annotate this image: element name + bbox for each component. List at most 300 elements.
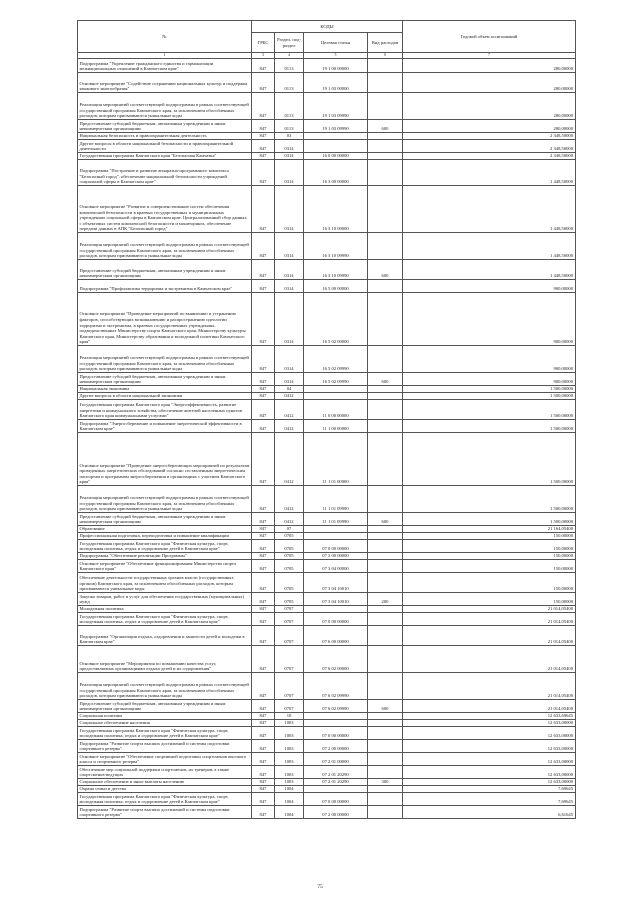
row-name: Основное мероприятие "Обеспечение спортивной подготовки спортсменов высокого класса и спортивного резерва" [78, 753, 252, 766]
row-name: Подпрограмма "Организация отдыха, оздоровления и занятости детей и молодежи в Камчатском крае" [78, 626, 252, 646]
row-name: Реализация мероприятий соответствующей подпрограммы в рамках соответствующей государственной программы Камчатского края, за исключением обособленных расходов, которым присваиваются уникальные коды [78, 233, 252, 260]
header-type: Вид расходов [368, 33, 403, 53]
row-amount: 1 500,00000 [403, 400, 576, 420]
row-name: Предоставление субсидий бюджетным, автономным учреждениям и иным некоммерческим организациям [78, 513, 252, 526]
row-target [304, 606, 368, 613]
row-name: Реализация мероприятий соответствующей подпрограммы в рамках соответствующей государственной программы Камчатского края, за исключением обособленных расходов, которым присваиваются уникальные коды [78, 346, 252, 373]
row-amount: 900,00000 [403, 373, 576, 386]
row-grbs: 847 [252, 593, 275, 606]
col-number: 3 [252, 53, 275, 59]
row-amount: 21 014,05400 [403, 626, 576, 646]
row-target: 07 2 01 20290 [304, 779, 368, 786]
row-section: 1003 [275, 779, 304, 786]
row-type [368, 420, 403, 433]
row-type [368, 393, 403, 400]
row-grbs: 847 [252, 186, 275, 233]
row-amount: 280,00000 [403, 120, 576, 133]
row-target [304, 786, 368, 793]
table-row [78, 393, 576, 400]
row-type [368, 293, 403, 346]
row-target [304, 386, 368, 393]
row-type [368, 727, 403, 740]
row-amount: 12 633,00000 [403, 779, 576, 786]
row-grbs: 847 [252, 373, 275, 386]
row-section: 07 [275, 526, 304, 533]
row-amount: 150,00000 [403, 540, 576, 553]
row-target: 19 1 00 00000 [304, 59, 368, 73]
row-target: 19 1 03 00000 [304, 73, 368, 93]
row-amount: 21 014,05400 [403, 673, 576, 700]
row-amount: 2 348,50000 [403, 133, 576, 140]
table-row [78, 673, 576, 700]
row-section: 03 [275, 133, 304, 140]
row-name: Обеспечение мер социальной поддержки спортсменов, их тренеров, а также спортсменов-ведущих [78, 766, 252, 779]
row-name: Подпрограмма "Построение и развитие аппаратно-программного комплекса "Безопасный город", обеспечение национальной безопасности учреждений социальной сферы в Камчатском крае" [78, 160, 252, 186]
row-amount: 1 500,00000 [403, 386, 576, 393]
row-type [368, 526, 403, 533]
row-section: 0113 [275, 93, 304, 120]
row-target: 07 6 02 00000 [304, 646, 368, 673]
row-target: 16 3 10 00000 [304, 186, 368, 233]
row-grbs: 847 [252, 720, 275, 727]
col-number: 1 [78, 53, 252, 59]
row-section: 1003 [275, 753, 304, 766]
table-body [78, 59, 576, 819]
table-row [78, 553, 576, 560]
row-target: 07 6 00 00000 [304, 626, 368, 646]
row-type [368, 233, 403, 260]
table-row [78, 260, 576, 280]
row-section: 04 [275, 386, 304, 393]
row-target: 16 3 10 09990 [304, 260, 368, 280]
table-row [78, 540, 576, 553]
row-grbs: 847 [252, 486, 275, 513]
row-grbs: 847 [252, 806, 275, 819]
header-section: Раздел, под-раздел [275, 33, 304, 53]
row-amount: 12 633,00000 [403, 727, 576, 740]
row-amount: 280,00000 [403, 59, 576, 73]
row-grbs: 847 [252, 153, 275, 160]
row-grbs: 847 [252, 280, 275, 293]
row-amount: 2 348,50000 [403, 140, 576, 153]
row-type [368, 740, 403, 753]
row-name: Социальное обеспечение и иные выплаты населению [78, 779, 252, 786]
row-type: 600 [368, 700, 403, 713]
row-target: 16 5 02 09990 [304, 346, 368, 373]
row-name: Основное мероприятие "Обеспечение функционирования Министерства спорта Камчатского края" [78, 560, 252, 573]
table-row [78, 753, 576, 766]
row-grbs: 847 [252, 560, 275, 573]
budget-table [77, 20, 576, 819]
col-number: 5 [304, 53, 368, 59]
row-target: 07 3 04 00000 [304, 560, 368, 573]
table-row [78, 486, 576, 513]
row-target: 07 0 00 00000 [304, 613, 368, 626]
row-section: 0705 [275, 573, 304, 593]
row-amount: 21 164,05400 [403, 526, 576, 533]
row-name: Подпрограмма "Укрепление гражданского единства и гармонизации межнациональных отношений в Камчатском крае" [78, 59, 252, 73]
row-name: Государственная программа Камчатского края "Энергоэффективность, развитие энергетики и коммунального хозяйства, обеспечение жителей населенных пунктов Камчатского края коммунальными услугами" [78, 400, 252, 420]
row-section: 0705 [275, 560, 304, 573]
table-row [78, 433, 576, 486]
row-name: Обеспечение деятельности государственных органов власти (государственных органов) Камчатского края, за исключением обособленных расходов, которым присваиваются уникальные коды [78, 573, 252, 593]
row-name: Предоставление субсидий бюджетным, автономным учреждениям и иным некоммерческим организациям [78, 700, 252, 713]
row-target: 16 0 00 00000 [304, 153, 368, 160]
row-target: 07 2 01 00000 [304, 753, 368, 766]
row-name: Подпрограмма "Профилактика терроризма и экстремизма в Камчатском крае" [78, 280, 252, 293]
table-row [78, 727, 576, 740]
row-type: 600 [368, 260, 403, 280]
row-type [368, 346, 403, 373]
row-section: 0412 [275, 400, 304, 420]
row-amount: 150,00000 [403, 593, 576, 606]
row-type [368, 713, 403, 720]
table-row [78, 593, 576, 606]
row-grbs: 847 [252, 346, 275, 373]
row-section: 10 [275, 713, 304, 720]
row-grbs: 847 [252, 573, 275, 593]
table-row [78, 233, 576, 260]
row-target [304, 713, 368, 720]
row-section: 0412 [275, 486, 304, 513]
row-grbs: 847 [252, 293, 275, 346]
table-row [78, 73, 576, 93]
row-section: 0707 [275, 700, 304, 713]
row-grbs: 847 [252, 606, 275, 613]
row-grbs: 847 [252, 646, 275, 673]
row-section: 0314 [275, 140, 304, 153]
row-amount: 12 633,00000 [403, 720, 576, 727]
table-row [78, 373, 576, 386]
row-section: 1003 [275, 740, 304, 753]
row-grbs: 847 [252, 626, 275, 646]
row-target: 19 1 03 09990 [304, 120, 368, 133]
table-row [78, 280, 576, 293]
row-amount: 12 633,69645 [403, 713, 576, 720]
row-amount: 150,00000 [403, 573, 576, 593]
row-grbs: 847 [252, 727, 275, 740]
row-name: Подпрограмма "Развитие спорта высших достижений и системы подготовки спортивного резерва" [78, 806, 252, 819]
row-type [368, 153, 403, 160]
row-name: Национальная безопасность и правоохранительная деятельность [78, 133, 252, 140]
row-name: Закупка товаров, работ и услуг для обеспечения государственных (муниципальных) нужд [78, 593, 252, 606]
table-row [78, 526, 576, 533]
row-target: 07 3 04 10010 [304, 573, 368, 593]
row-name: Другие вопросы в области национальной безопасности и правоохранительной деятельности [78, 140, 252, 153]
table-row [78, 93, 576, 120]
row-grbs: 847 [252, 420, 275, 433]
row-amount: 6,61645 [403, 806, 576, 819]
row-amount: 12 633,00000 [403, 740, 576, 753]
row-section: 0113 [275, 120, 304, 133]
row-section: 1004 [275, 786, 304, 793]
row-type [368, 793, 403, 806]
row-amount: 900,00000 [403, 293, 576, 346]
row-grbs: 847 [252, 533, 275, 540]
row-section: 0314 [275, 260, 304, 280]
row-amount: 21 014,05400 [403, 700, 576, 713]
row-grbs: 847 [252, 713, 275, 720]
table-row [78, 793, 576, 806]
header-num: № [78, 21, 252, 53]
row-target: 11 0 00 00000 [304, 400, 368, 420]
row-section: 0314 [275, 186, 304, 233]
row-type [368, 806, 403, 819]
table-row [78, 786, 576, 793]
table-row [78, 513, 576, 526]
row-type [368, 786, 403, 793]
row-type [368, 486, 403, 513]
table-row [78, 59, 576, 73]
row-name: Основное мероприятие "Развитие и совершенствование систем обеспечения комплексной безопасности в краевых государственных и муниципальных учреждениях социальной сферы в Камчатском крае. Централизованный сбор данных с объектовых систем комплексной безопасности и мониторинга, обеспечение передачи данных в АПК "Безопасный город" [78, 186, 252, 233]
row-name: Государственная программа Камчатского края "Физическая культура, спорт, молодежная политика, отдых и оздоровление детей в Камчатском крае" [78, 613, 252, 626]
row-type [368, 646, 403, 673]
row-target: 07 0 00 00000 [304, 727, 368, 740]
table-row [78, 626, 576, 646]
row-target: 19 1 03 09990 [304, 93, 368, 120]
row-amount: 1 448,50000 [403, 160, 576, 186]
table-row [78, 133, 576, 140]
row-type [368, 533, 403, 540]
row-amount: 150,00000 [403, 560, 576, 573]
row-type [368, 573, 403, 593]
row-type [368, 386, 403, 393]
row-target: 07 3 00 00000 [304, 553, 368, 560]
row-target: 11 1 01 09990 [304, 486, 368, 513]
row-amount: 2 348,50000 [403, 153, 576, 160]
row-target: 07 2 00 00000 [304, 740, 368, 753]
row-amount: 1 448,50000 [403, 260, 576, 280]
row-name: Государственная программа Камчатского края "Безопасная Камчатка" [78, 153, 252, 160]
budget-table-sheet [77, 20, 575, 819]
table-row [78, 400, 576, 420]
row-grbs: 847 [252, 526, 275, 533]
row-name: Профессиональная подготовка, переподготовка и повышение квалификации [78, 533, 252, 540]
row-amount: 150,00000 [403, 533, 576, 540]
row-grbs: 847 [252, 260, 275, 280]
row-grbs: 847 [252, 59, 275, 73]
row-grbs: 847 [252, 433, 275, 486]
row-section: 0314 [275, 153, 304, 160]
row-target [304, 140, 368, 153]
row-type [368, 606, 403, 613]
row-target [304, 133, 368, 140]
row-section: 0707 [275, 626, 304, 646]
row-name: Подпрограмма "Развитие спорта высших достижений и системы подготовки спортивного резерва" [78, 740, 252, 753]
row-target: 16 5 00 00000 [304, 280, 368, 293]
table-row [78, 140, 576, 153]
row-type [368, 400, 403, 420]
row-type [368, 93, 403, 120]
row-grbs: 847 [252, 540, 275, 553]
row-section: 0705 [275, 533, 304, 540]
table-row [78, 560, 576, 573]
row-section: 0314 [275, 373, 304, 386]
row-name: Основное мероприятие "Проведение мероприятий по выявлению и устранению факторов, способствующих возникновению и распространению идеологии терроризма и экстремизма, в краевых государственных учреждениях, подведомственных Министерству спорта Камчатского края, Министерству культуры Камчатского края, Министерству образования и молодежной политики Камчатского края" [78, 293, 252, 346]
table-row [78, 573, 576, 593]
row-amount: 280,00000 [403, 93, 576, 120]
header-target: Целевая статья [304, 33, 368, 53]
row-name: Государственная программа Камчатского края "Физическая культура, спорт, молодежная политика, отдых и оздоровление детей в Камчатском крае" [78, 540, 252, 553]
row-type [368, 540, 403, 553]
row-name: Основное мероприятие "Содействие сохранению национальных культур и поддержка языкового многообразия" [78, 73, 252, 93]
row-grbs: 847 [252, 740, 275, 753]
col-number: 4 [275, 53, 304, 59]
row-amount: 1 500,00000 [403, 486, 576, 513]
row-target: 11 1 01 09990 [304, 513, 368, 526]
row-type [368, 140, 403, 153]
table-row [78, 740, 576, 753]
row-grbs: 847 [252, 386, 275, 393]
row-section: 1004 [275, 806, 304, 819]
row-type: 600 [368, 373, 403, 386]
header-amount: Годовой объем ассигнований [403, 21, 576, 53]
row-name: Другие вопросы в области национальной экономики [78, 393, 252, 400]
row-amount: 150,00000 [403, 553, 576, 560]
row-name: Образование [78, 526, 252, 533]
row-type [368, 753, 403, 766]
row-target: 07 2 01 20290 [304, 766, 368, 779]
row-grbs: 847 [252, 160, 275, 186]
row-grbs: 847 [252, 700, 275, 713]
row-amount: 1 448,50000 [403, 233, 576, 260]
header-grbs: ГРБС [252, 33, 275, 53]
row-grbs: 847 [252, 766, 275, 779]
row-target [304, 533, 368, 540]
row-target: 16 3 00 00000 [304, 160, 368, 186]
table-row [78, 186, 576, 233]
table-row [78, 606, 576, 613]
row-target [304, 526, 368, 533]
row-target: 07 0 00 00000 [304, 540, 368, 553]
row-section: 0412 [275, 513, 304, 526]
row-section: 0707 [275, 646, 304, 673]
row-amount: 21 014,05400 [403, 613, 576, 626]
table-row [78, 646, 576, 673]
row-type [368, 433, 403, 486]
row-section: 1003 [275, 720, 304, 727]
row-amount: 1 500,00000 [403, 433, 576, 486]
row-name: Охрана семьи и детства [78, 786, 252, 793]
row-name: Социальное обеспечение населения [78, 720, 252, 727]
row-type [368, 720, 403, 727]
row-amount: 1 448,50000 [403, 186, 576, 233]
row-target: 07 6 02 09990 [304, 673, 368, 700]
table-row [78, 713, 576, 720]
row-section: 0707 [275, 613, 304, 626]
row-type [368, 133, 403, 140]
row-type: 600 [368, 120, 403, 133]
table-row [78, 386, 576, 393]
row-name: Государственная программа Камчатского края "Физическая культура, спорт, молодежная политика, отдых и оздоровление детей в Камчатском крае" [78, 793, 252, 806]
row-grbs: 847 [252, 673, 275, 700]
row-amount: 1 500,00000 [403, 513, 576, 526]
row-amount: 900,00000 [403, 346, 576, 373]
row-type [368, 59, 403, 73]
row-type [368, 186, 403, 233]
table-row [78, 533, 576, 540]
row-type [368, 626, 403, 646]
row-section: 0412 [275, 420, 304, 433]
table-row [78, 806, 576, 819]
row-section: 0314 [275, 293, 304, 346]
row-section: 1003 [275, 727, 304, 740]
row-amount: 12 633,00000 [403, 753, 576, 766]
row-target: 16 5 02 00000 [304, 293, 368, 346]
row-section: 0707 [275, 606, 304, 613]
row-type [368, 553, 403, 560]
row-grbs: 847 [252, 93, 275, 120]
row-target [304, 720, 368, 727]
row-grbs: 847 [252, 140, 275, 153]
row-target: 16 3 10 09990 [304, 233, 368, 260]
row-section: 0412 [275, 393, 304, 400]
table-row [78, 720, 576, 727]
header-codes: КОДЫ [252, 21, 403, 33]
page-number: 75 [317, 884, 323, 890]
row-type [368, 160, 403, 186]
row-name: Подпрограмма "Энергосбережение и повышение энергетической эффективности в Камчатском крае" [78, 420, 252, 433]
row-section: 1003 [275, 766, 304, 779]
table-row [78, 293, 576, 346]
row-grbs: 847 [252, 786, 275, 793]
row-target: 07 2 00 00000 [304, 806, 368, 819]
row-name: Реализация мероприятий соответствующей подпрограммы в рамках соответствующей государственной программы Камчатского края, за исключением обособленных расходов, которым присваиваются уникальные коды [78, 673, 252, 700]
row-type [368, 673, 403, 700]
table-row [78, 120, 576, 133]
row-name: Подпрограмма "Обеспечение реализации Программы" [78, 553, 252, 560]
row-name: Предоставление субсидий бюджетным, автономным учреждениям и иным некоммерческим организациям [78, 260, 252, 280]
row-grbs: 847 [252, 400, 275, 420]
row-amount: 900,00000 [403, 280, 576, 293]
row-type [368, 613, 403, 626]
row-section: 0707 [275, 673, 304, 700]
row-target: 07 6 02 09990 [304, 700, 368, 713]
row-grbs: 847 [252, 779, 275, 786]
row-grbs: 847 [252, 233, 275, 260]
row-amount: 1 500,00000 [403, 420, 576, 433]
col-number: 6 [368, 53, 403, 59]
row-target [304, 393, 368, 400]
row-type [368, 766, 403, 779]
table-row [78, 766, 576, 779]
row-grbs: 847 [252, 133, 275, 140]
row-target: 07 0 00 00000 [304, 793, 368, 806]
row-name: Реализация мероприятий соответствующей подпрограммы в рамках соответствующей государственной программы Камчатского края, за исключением обособленных расходов, которым присваиваются уникальные коды [78, 93, 252, 120]
row-name: Предоставление субсидий бюджетным, автономным учреждениям и иным некоммерческим организациям [78, 373, 252, 386]
row-section: 0412 [275, 433, 304, 486]
row-amount: 12 633,00000 [403, 766, 576, 779]
row-grbs: 847 [252, 753, 275, 766]
row-amount: 280,00000 [403, 73, 576, 93]
row-name: Социальная политика [78, 713, 252, 720]
row-name: Предоставление субсидий бюджетным, автономным учреждениям и иным некоммерческим организациям [78, 120, 252, 133]
col-number: 7 [403, 53, 576, 59]
row-target: 16 5 02 09990 [304, 373, 368, 386]
row-amount: 7,69645 [403, 786, 576, 793]
row-grbs: 847 [252, 73, 275, 93]
row-section: 0705 [275, 553, 304, 560]
table-row [78, 700, 576, 713]
row-name: Государственная программа Камчатского края "Физическая культура, спорт, молодежная политика, отдых и оздоровление детей в Камчатском крае" [78, 727, 252, 740]
row-type [368, 73, 403, 93]
row-section: 0113 [275, 73, 304, 93]
row-section: 0705 [275, 540, 304, 553]
row-section: 0705 [275, 593, 304, 606]
row-grbs: 847 [252, 393, 275, 400]
row-section: 0314 [275, 280, 304, 293]
row-section: 1004 [275, 793, 304, 806]
